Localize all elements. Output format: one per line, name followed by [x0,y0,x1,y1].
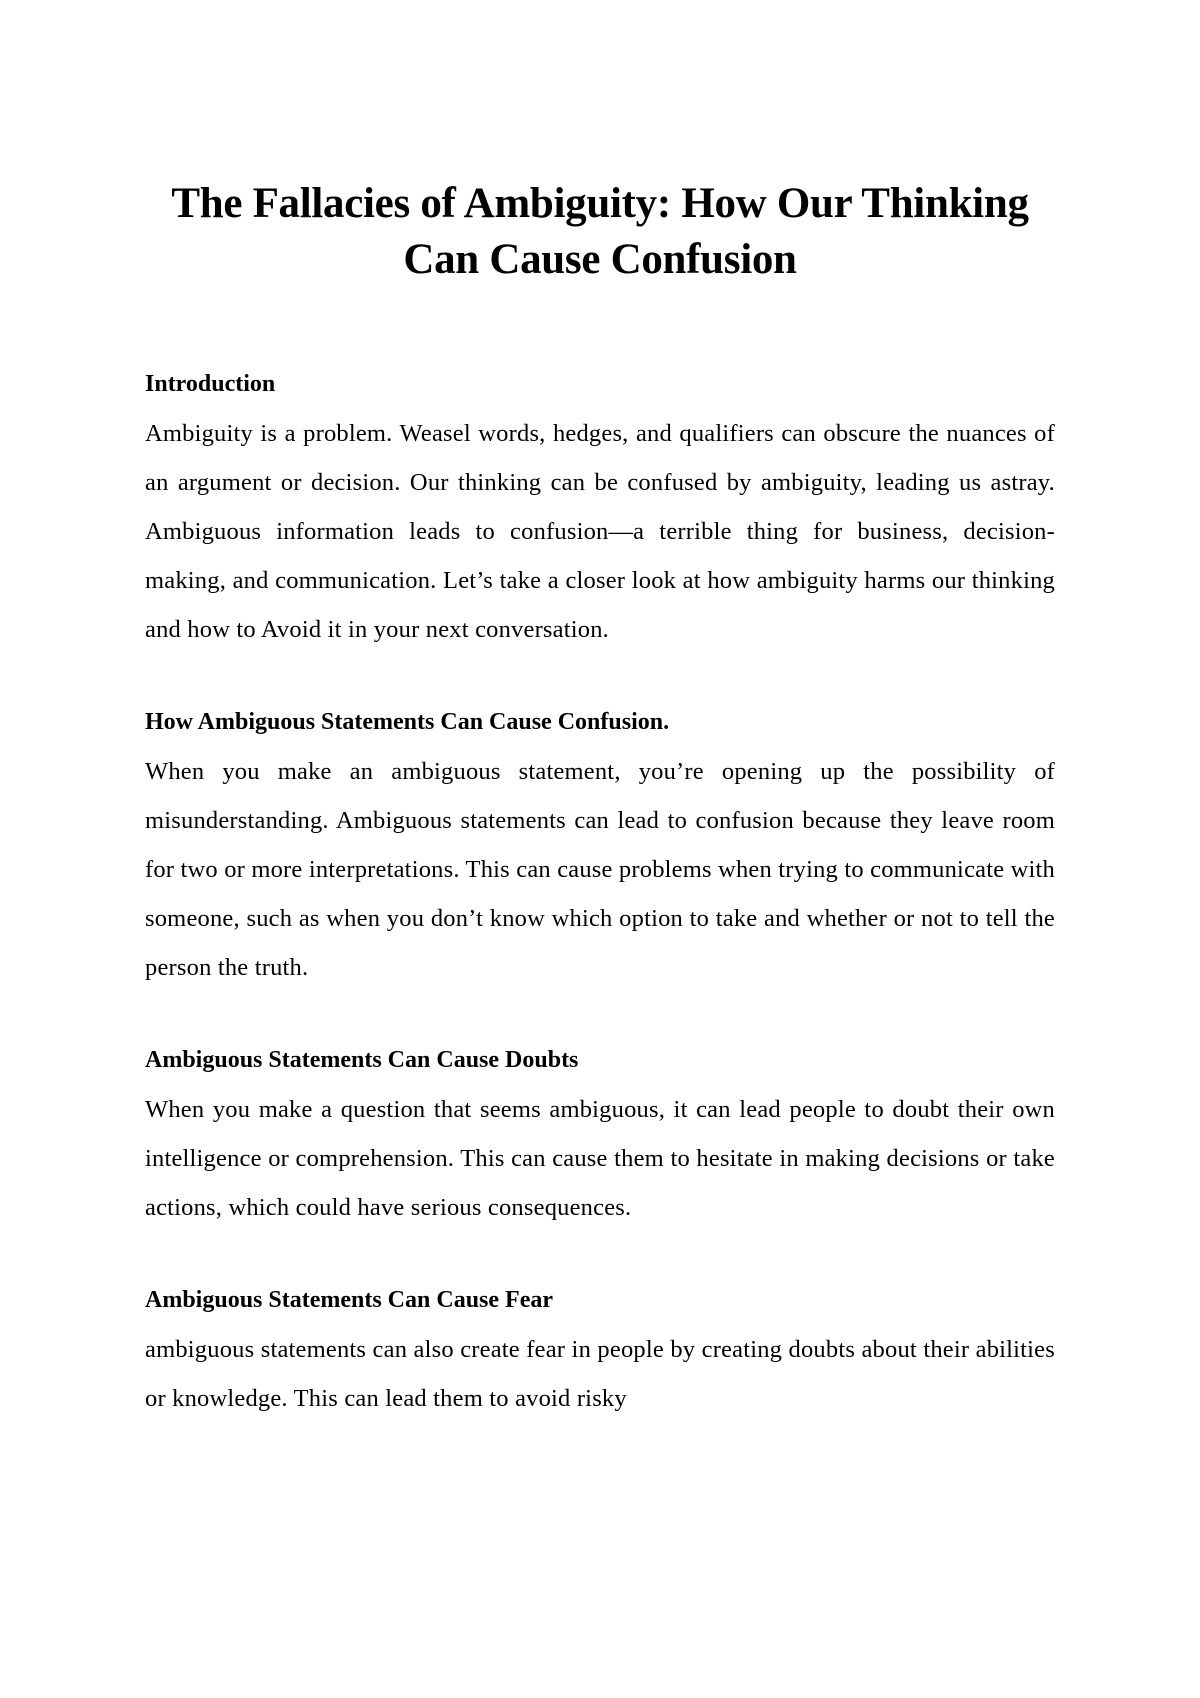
section-heading: Ambiguous Statements Can Cause Doubts [145,1047,579,1073]
section-paragraph: When you make an ambiguous statement, you’re opening up the possibility of misunderstanding. Ambiguous statements can lead to confusion because they leave room for two or more interpretations. This can cause problems when trying to communicate with someone, such as when you don’t know which option to take and whether or not to tell the person the truth. [145,758,1055,981]
section-heading: How Ambiguous Statements Can Cause Confusion. [145,709,670,735]
section-paragraph: When you make a question that seems ambiguous, it can lead people to doubt their own intelligence or comprehension. This can cause them to hesitate in making decisions or take actions, which could have serious consequences. [145,1096,1055,1221]
section-paragraph: ambiguous statements can also create fear in people by creating doubts about their abilities or knowledge. This can lead them to avoid risky [145,1336,1055,1412]
section-paragraph: Ambiguity is a problem. Weasel words, hedges, and qualifiers can obscure the nuances of an argument or decision. Our thinking can be confused by ambiguity, leading us astray. Ambiguous information leads to confusion—a terrible thing for business, decision-making, and communication. Let’s take a closer look at how ambiguity harms our thinking and how to Avoid it in your next conversation. [145,420,1055,643]
section-confusion [145,698,1055,992]
section-introduction [145,360,1055,654]
section-heading: Ambiguous Statements Can Cause Fear [145,1287,553,1313]
section-doubts [145,1036,1055,1232]
section-heading: Introduction [145,371,276,397]
document-title: The Fallacies of Ambiguity: How Our Thinking Can Cause Confusion [171,180,1029,283]
section-fear [145,1276,1055,1423]
document-body [145,360,1055,1467]
